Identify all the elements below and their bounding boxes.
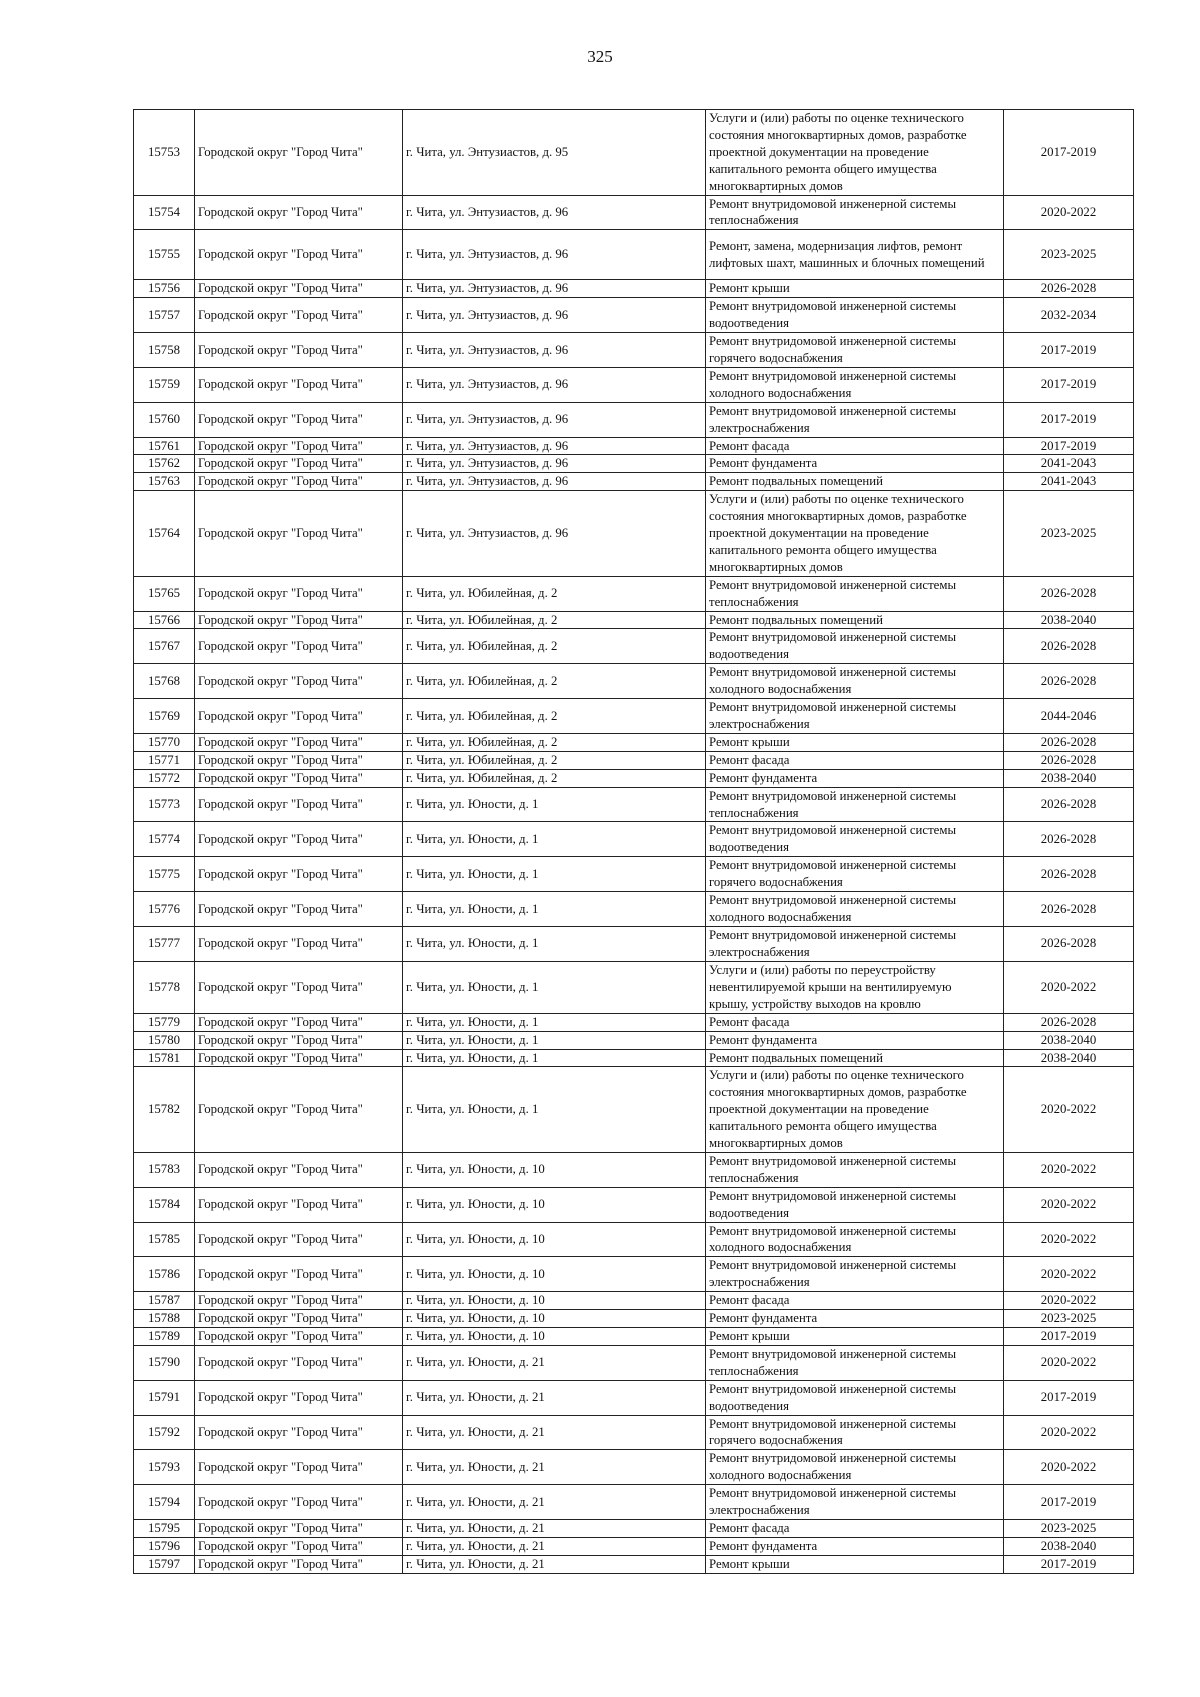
work-type-cell: Ремонт внутридомовой инженерной системы водоотведения	[706, 1380, 1004, 1415]
table-row	[134, 1067, 1134, 1153]
work-type-cell: Ремонт внутридомовой инженерной системы холодного водоснабжения	[706, 664, 1004, 699]
period-cell: 2026-2028	[1004, 751, 1134, 769]
address-cell: г. Чита, ул. Юбилейная, д. 2	[403, 751, 706, 769]
page-number: 325	[587, 47, 613, 66]
row-number: 15793	[134, 1450, 195, 1485]
table-row	[134, 892, 1134, 927]
table-row	[134, 699, 1134, 734]
address-cell: г. Чита, ул. Юности, д. 21	[403, 1485, 706, 1520]
work-type-cell: Ремонт фасада	[706, 751, 1004, 769]
municipality-cell: Городской округ "Город Чита"	[195, 576, 403, 611]
municipality-cell: Городской округ "Город Чита"	[195, 857, 403, 892]
table-row	[134, 1310, 1134, 1328]
period-cell: 2020-2022	[1004, 1152, 1134, 1187]
period-cell: 2020-2022	[1004, 1450, 1134, 1485]
municipality-cell: Городской округ "Город Чита"	[195, 787, 403, 822]
municipality-cell: Городской округ "Город Чита"	[195, 1031, 403, 1049]
address-cell: г. Чита, ул. Энтузиастов, д. 96	[403, 280, 706, 298]
row-number: 15768	[134, 664, 195, 699]
table-row	[134, 195, 1134, 230]
municipality-cell: Городской округ "Город Чита"	[195, 1222, 403, 1257]
period-cell: 2038-2040	[1004, 1537, 1134, 1555]
period-cell: 2038-2040	[1004, 611, 1134, 629]
period-cell: 2023-2025	[1004, 230, 1134, 280]
work-type-cell: Ремонт внутридомовой инженерной системы горячего водоснабжения	[706, 1415, 1004, 1450]
row-number: 15778	[134, 961, 195, 1013]
row-number: 15797	[134, 1555, 195, 1573]
work-type-cell: Услуги и (или) работы по оценке технического состояния многоквартирных домов, разработке проектной документации на проведение капитального ремонта общего имущества многоквартирных домов	[706, 1067, 1004, 1153]
address-cell: г. Чита, ул. Энтузиастов, д. 96	[403, 455, 706, 473]
address-cell: г. Чита, ул. Юности, д. 21	[403, 1345, 706, 1380]
address-cell: г. Чита, ул. Энтузиастов, д. 96	[403, 298, 706, 333]
period-cell: 2041-2043	[1004, 473, 1134, 491]
municipality-cell: Городской округ "Город Чита"	[195, 473, 403, 491]
period-cell: 2020-2022	[1004, 961, 1134, 1013]
municipality-cell: Городской округ "Город Чита"	[195, 629, 403, 664]
period-cell: 2038-2040	[1004, 1031, 1134, 1049]
municipality-cell: Городской округ "Город Чита"	[195, 961, 403, 1013]
work-type-cell: Ремонт фундамента	[706, 769, 1004, 787]
row-number: 15779	[134, 1013, 195, 1031]
work-type-cell: Ремонт внутридомовой инженерной системы теплоснабжения	[706, 576, 1004, 611]
municipality-cell: Городской округ "Город Чита"	[195, 1380, 403, 1415]
address-cell: г. Чита, ул. Юбилейная, д. 2	[403, 699, 706, 734]
municipality-cell: Городской округ "Город Чита"	[195, 822, 403, 857]
municipality-cell: Городской округ "Город Чита"	[195, 1067, 403, 1153]
work-type-cell: Ремонт крыши	[706, 733, 1004, 751]
address-cell: г. Чита, ул. Юбилейная, д. 2	[403, 629, 706, 664]
address-cell: г. Чита, ул. Энтузиастов, д. 96	[403, 491, 706, 577]
address-cell: г. Чита, ул. Юности, д. 10	[403, 1187, 706, 1222]
table-row	[134, 751, 1134, 769]
municipality-cell: Городской округ "Город Чита"	[195, 1310, 403, 1328]
table-row	[134, 822, 1134, 857]
row-number: 15767	[134, 629, 195, 664]
period-cell: 2020-2022	[1004, 1067, 1134, 1153]
table-row	[134, 926, 1134, 961]
row-number: 15765	[134, 576, 195, 611]
period-cell: 2026-2028	[1004, 664, 1134, 699]
work-type-cell: Ремонт внутридомовой инженерной системы теплоснабжения	[706, 195, 1004, 230]
address-cell: г. Чита, ул. Юности, д. 21	[403, 1380, 706, 1415]
address-cell: г. Чита, ул. Энтузиастов, д. 96	[403, 402, 706, 437]
work-type-cell: Ремонт подвальных помещений	[706, 1049, 1004, 1067]
municipality-cell: Городской округ "Город Чита"	[195, 664, 403, 699]
row-number: 15762	[134, 455, 195, 473]
work-type-cell: Ремонт внутридомовой инженерной системы электроснабжения	[706, 1485, 1004, 1520]
row-number: 15773	[134, 787, 195, 822]
period-cell: 2020-2022	[1004, 1415, 1134, 1450]
row-number: 15786	[134, 1257, 195, 1292]
municipality-cell: Городской округ "Город Чита"	[195, 1292, 403, 1310]
work-type-cell: Ремонт крыши	[706, 1555, 1004, 1573]
period-cell: 2032-2034	[1004, 298, 1134, 333]
address-cell: г. Чита, ул. Юности, д. 1	[403, 1049, 706, 1067]
row-number: 15774	[134, 822, 195, 857]
municipality-cell: Городской округ "Город Чита"	[195, 1519, 403, 1537]
work-type-cell: Ремонт внутридомовой инженерной системы электроснабжения	[706, 699, 1004, 734]
municipality-cell: Городской округ "Город Чита"	[195, 1485, 403, 1520]
address-cell: г. Чита, ул. Юности, д. 1	[403, 961, 706, 1013]
municipality-cell: Городской округ "Город Чита"	[195, 733, 403, 751]
row-number: 15784	[134, 1187, 195, 1222]
municipality-cell: Городской округ "Город Чита"	[195, 230, 403, 280]
municipality-cell: Городской округ "Город Чита"	[195, 110, 403, 196]
table-row	[134, 491, 1134, 577]
address-cell: г. Чита, ул. Юности, д. 10	[403, 1310, 706, 1328]
work-type-cell: Услуги и (или) работы по оценке технического состояния многоквартирных домов, разработке проектной документации на проведение капитального ремонта общего имущества многоквартирных домов	[706, 110, 1004, 196]
table-row	[134, 629, 1134, 664]
table-row	[134, 664, 1134, 699]
table-row	[134, 1031, 1134, 1049]
table-row	[134, 110, 1134, 196]
period-cell: 2017-2019	[1004, 110, 1134, 196]
period-cell: 2017-2019	[1004, 1485, 1134, 1520]
municipality-cell: Городской округ "Город Чита"	[195, 298, 403, 333]
address-cell: г. Чита, ул. Юности, д. 21	[403, 1415, 706, 1450]
work-type-cell: Ремонт внутридомовой инженерной системы холодного водоснабжения	[706, 892, 1004, 927]
address-cell: г. Чита, ул. Юности, д. 21	[403, 1555, 706, 1573]
row-number: 15763	[134, 473, 195, 491]
municipality-cell: Городской округ "Город Чита"	[195, 926, 403, 961]
table-row	[134, 1450, 1134, 1485]
work-type-cell: Ремонт внутридомовой инженерной системы теплоснабжения	[706, 1345, 1004, 1380]
period-cell: 2020-2022	[1004, 1187, 1134, 1222]
row-number: 15796	[134, 1537, 195, 1555]
work-type-cell: Ремонт фасада	[706, 1292, 1004, 1310]
municipality-cell: Городской округ "Город Чита"	[195, 1450, 403, 1485]
table-row	[134, 769, 1134, 787]
period-cell: 2026-2028	[1004, 1013, 1134, 1031]
period-cell: 2020-2022	[1004, 1257, 1134, 1292]
work-type-cell: Ремонт фундамента	[706, 1537, 1004, 1555]
table-row	[134, 1537, 1134, 1555]
work-type-cell: Ремонт фасада	[706, 1519, 1004, 1537]
period-cell: 2026-2028	[1004, 576, 1134, 611]
municipality-cell: Городской округ "Город Чита"	[195, 367, 403, 402]
row-number: 15770	[134, 733, 195, 751]
period-cell: 2038-2040	[1004, 1049, 1134, 1067]
address-cell: г. Чита, ул. Юности, д. 21	[403, 1519, 706, 1537]
table-row	[134, 1345, 1134, 1380]
period-cell: 2017-2019	[1004, 437, 1134, 455]
period-cell: 2044-2046	[1004, 699, 1134, 734]
address-cell: г. Чита, ул. Юности, д. 10	[403, 1328, 706, 1346]
work-type-cell: Ремонт внутридомовой инженерной системы электроснабжения	[706, 926, 1004, 961]
work-type-cell: Ремонт внутридомовой инженерной системы водоотведения	[706, 1187, 1004, 1222]
address-cell: г. Чита, ул. Энтузиастов, д. 96	[403, 367, 706, 402]
address-cell: г. Чита, ул. Энтузиастов, д. 96	[403, 473, 706, 491]
municipality-cell: Городской округ "Город Чита"	[195, 1537, 403, 1555]
table-row	[134, 857, 1134, 892]
row-number: 15756	[134, 280, 195, 298]
address-cell: г. Чита, ул. Юбилейная, д. 2	[403, 576, 706, 611]
table-row	[134, 1049, 1134, 1067]
period-cell: 2020-2022	[1004, 1222, 1134, 1257]
table-row	[134, 455, 1134, 473]
table-row	[134, 1292, 1134, 1310]
table-row	[134, 733, 1134, 751]
work-type-cell: Ремонт внутридомовой инженерной системы электроснабжения	[706, 402, 1004, 437]
municipality-cell: Городской округ "Город Чита"	[195, 751, 403, 769]
municipality-cell: Городской округ "Город Чита"	[195, 280, 403, 298]
address-cell: г. Чита, ул. Юности, д. 1	[403, 822, 706, 857]
row-number: 15757	[134, 298, 195, 333]
table-row	[134, 1380, 1134, 1415]
row-number: 15792	[134, 1415, 195, 1450]
table-row	[134, 367, 1134, 402]
work-type-cell: Ремонт фундамента	[706, 1031, 1004, 1049]
period-cell: 2017-2019	[1004, 367, 1134, 402]
address-cell: г. Чита, ул. Юбилейная, д. 2	[403, 611, 706, 629]
work-type-cell: Ремонт внутридомовой инженерной системы теплоснабжения	[706, 787, 1004, 822]
row-number: 15754	[134, 195, 195, 230]
period-cell: 2026-2028	[1004, 822, 1134, 857]
work-type-cell: Ремонт внутридомовой инженерной системы холодного водоснабжения	[706, 1222, 1004, 1257]
period-cell: 2038-2040	[1004, 769, 1134, 787]
work-type-cell: Ремонт крыши	[706, 1328, 1004, 1346]
period-cell: 2017-2019	[1004, 402, 1134, 437]
period-cell: 2026-2028	[1004, 926, 1134, 961]
row-number: 15769	[134, 699, 195, 734]
municipality-cell: Городской округ "Город Чита"	[195, 769, 403, 787]
row-number: 15783	[134, 1152, 195, 1187]
row-number: 15766	[134, 611, 195, 629]
table-row	[134, 1519, 1134, 1537]
work-type-cell: Ремонт внутридомовой инженерной системы холодного водоснабжения	[706, 1450, 1004, 1485]
municipality-cell: Городской округ "Город Чита"	[195, 402, 403, 437]
row-number: 15788	[134, 1310, 195, 1328]
table-row	[134, 437, 1134, 455]
address-cell: г. Чита, ул. Юности, д. 1	[403, 787, 706, 822]
row-number: 15781	[134, 1049, 195, 1067]
period-cell: 2020-2022	[1004, 195, 1134, 230]
municipality-cell: Городской округ "Город Чита"	[195, 333, 403, 368]
row-number: 15780	[134, 1031, 195, 1049]
work-type-cell: Ремонт подвальных помещений	[706, 473, 1004, 491]
municipality-cell: Городской округ "Город Чита"	[195, 1049, 403, 1067]
period-cell: 2017-2019	[1004, 1380, 1134, 1415]
address-cell: г. Чита, ул. Юности, д. 10	[403, 1292, 706, 1310]
work-type-cell: Ремонт внутридомовой инженерной системы водоотведения	[706, 629, 1004, 664]
table-row	[134, 230, 1134, 280]
municipality-cell: Городской округ "Город Чита"	[195, 1257, 403, 1292]
row-number: 15794	[134, 1485, 195, 1520]
municipality-cell: Городской округ "Город Чита"	[195, 1187, 403, 1222]
municipality-cell: Городской округ "Город Чита"	[195, 699, 403, 734]
period-cell: 2023-2025	[1004, 1310, 1134, 1328]
work-type-cell: Услуги и (или) работы по переустройству невентилируемой крыши на вентилируемую крышу, устройству выходов на кровлю	[706, 961, 1004, 1013]
table-row	[134, 1555, 1134, 1573]
work-type-cell: Ремонт внутридомовой инженерной системы горячего водоснабжения	[706, 857, 1004, 892]
municipality-cell: Городской округ "Город Чита"	[195, 1345, 403, 1380]
row-number: 15759	[134, 367, 195, 402]
work-type-cell: Ремонт подвальных помещений	[706, 611, 1004, 629]
period-cell: 2020-2022	[1004, 1345, 1134, 1380]
table-row	[134, 298, 1134, 333]
work-type-cell: Ремонт фасада	[706, 437, 1004, 455]
row-number: 15789	[134, 1328, 195, 1346]
row-number: 15758	[134, 333, 195, 368]
work-type-cell: Услуги и (или) работы по оценке технического состояния многоквартирных домов, разработке проектной документации на проведение капитального ремонта общего имущества многоквартирных домов	[706, 491, 1004, 577]
municipality-cell: Городской округ "Город Чита"	[195, 455, 403, 473]
work-type-cell: Ремонт фасада	[706, 1013, 1004, 1031]
municipality-cell: Городской округ "Город Чита"	[195, 1152, 403, 1187]
municipality-cell: Городской округ "Город Чита"	[195, 1328, 403, 1346]
table-body	[134, 110, 1134, 1574]
table-row	[134, 611, 1134, 629]
row-number: 15777	[134, 926, 195, 961]
work-type-cell: Ремонт фундамента	[706, 455, 1004, 473]
period-cell: 2026-2028	[1004, 892, 1134, 927]
address-cell: г. Чита, ул. Юности, д. 10	[403, 1152, 706, 1187]
address-cell: г. Чита, ул. Юности, д. 1	[403, 1013, 706, 1031]
address-cell: г. Чита, ул. Юности, д. 10	[403, 1257, 706, 1292]
work-type-cell: Ремонт внутридомовой инженерной системы электроснабжения	[706, 1257, 1004, 1292]
row-number: 15787	[134, 1292, 195, 1310]
municipality-cell: Городской округ "Город Чита"	[195, 437, 403, 455]
row-number: 15785	[134, 1222, 195, 1257]
row-number: 15764	[134, 491, 195, 577]
table-row	[134, 333, 1134, 368]
address-cell: г. Чита, ул. Юности, д. 1	[403, 892, 706, 927]
work-type-cell: Ремонт внутридомовой инженерной системы холодного водоснабжения	[706, 367, 1004, 402]
period-cell: 2026-2028	[1004, 280, 1134, 298]
municipality-cell: Городской округ "Город Чита"	[195, 1415, 403, 1450]
work-type-cell: Ремонт внутридомовой инженерной системы водоотведения	[706, 298, 1004, 333]
period-cell: 2026-2028	[1004, 629, 1134, 664]
address-cell: г. Чита, ул. Юности, д. 10	[403, 1222, 706, 1257]
municipality-cell: Городской округ "Город Чита"	[195, 1555, 403, 1573]
row-number: 15795	[134, 1519, 195, 1537]
table-row	[134, 1013, 1134, 1031]
address-cell: г. Чита, ул. Юбилейная, д. 2	[403, 769, 706, 787]
capital-repair-table	[133, 109, 1134, 1574]
row-number: 15776	[134, 892, 195, 927]
municipality-cell: Городской округ "Город Чита"	[195, 1013, 403, 1031]
municipality-cell: Городской округ "Город Чита"	[195, 611, 403, 629]
table-row	[134, 1328, 1134, 1346]
address-cell: г. Чита, ул. Энтузиастов, д. 96	[403, 437, 706, 455]
address-cell: г. Чита, ул. Энтузиастов, д. 96	[403, 333, 706, 368]
row-number: 15790	[134, 1345, 195, 1380]
row-number: 15771	[134, 751, 195, 769]
table-row	[134, 576, 1134, 611]
period-cell: 2026-2028	[1004, 857, 1134, 892]
period-cell: 2023-2025	[1004, 491, 1134, 577]
period-cell: 2023-2025	[1004, 1519, 1134, 1537]
row-number: 15772	[134, 769, 195, 787]
address-cell: г. Чита, ул. Юности, д. 21	[403, 1537, 706, 1555]
row-number: 15782	[134, 1067, 195, 1153]
table-row	[134, 1415, 1134, 1450]
row-number: 15760	[134, 402, 195, 437]
table-row	[134, 1187, 1134, 1222]
row-number: 15761	[134, 437, 195, 455]
table-row	[134, 1485, 1134, 1520]
address-cell: г. Чита, ул. Юности, д. 1	[403, 857, 706, 892]
table-row	[134, 1257, 1134, 1292]
address-cell: г. Чита, ул. Юности, д. 1	[403, 926, 706, 961]
work-type-cell: Ремонт, замена, модернизация лифтов, ремонт лифтовых шахт, машинных и блочных помещений	[706, 230, 1004, 280]
address-cell: г. Чита, ул. Юности, д. 1	[403, 1031, 706, 1049]
period-cell: 2026-2028	[1004, 787, 1134, 822]
table-row	[134, 280, 1134, 298]
row-number: 15775	[134, 857, 195, 892]
address-cell: г. Чита, ул. Юности, д. 21	[403, 1450, 706, 1485]
address-cell: г. Чита, ул. Юности, д. 1	[403, 1067, 706, 1153]
work-type-cell: Ремонт внутридомовой инженерной системы горячего водоснабжения	[706, 333, 1004, 368]
municipality-cell: Городской округ "Город Чита"	[195, 195, 403, 230]
period-cell: 2017-2019	[1004, 333, 1134, 368]
municipality-cell: Городской округ "Город Чита"	[195, 892, 403, 927]
period-cell: 2017-2019	[1004, 1555, 1134, 1573]
municipality-cell: Городской округ "Город Чита"	[195, 491, 403, 577]
address-cell: г. Чита, ул. Энтузиастов, д. 96	[403, 195, 706, 230]
period-cell: 2017-2019	[1004, 1328, 1134, 1346]
row-number: 15753	[134, 110, 195, 196]
table-row	[134, 1222, 1134, 1257]
address-cell: г. Чита, ул. Юбилейная, д. 2	[403, 664, 706, 699]
address-cell: г. Чита, ул. Энтузиастов, д. 96	[403, 230, 706, 280]
period-cell: 2041-2043	[1004, 455, 1134, 473]
table-row	[134, 473, 1134, 491]
row-number: 15791	[134, 1380, 195, 1415]
work-type-cell: Ремонт внутридомовой инженерной системы водоотведения	[706, 822, 1004, 857]
address-cell: г. Чита, ул. Энтузиастов, д. 95	[403, 110, 706, 196]
work-type-cell: Ремонт крыши	[706, 280, 1004, 298]
work-type-cell: Ремонт внутридомовой инженерной системы теплоснабжения	[706, 1152, 1004, 1187]
table-row	[134, 961, 1134, 1013]
address-cell: г. Чита, ул. Юбилейная, д. 2	[403, 733, 706, 751]
table-row	[134, 402, 1134, 437]
work-type-cell: Ремонт фундамента	[706, 1310, 1004, 1328]
table-row	[134, 787, 1134, 822]
row-number: 15755	[134, 230, 195, 280]
period-cell: 2020-2022	[1004, 1292, 1134, 1310]
period-cell: 2026-2028	[1004, 733, 1134, 751]
table-row	[134, 1152, 1134, 1187]
